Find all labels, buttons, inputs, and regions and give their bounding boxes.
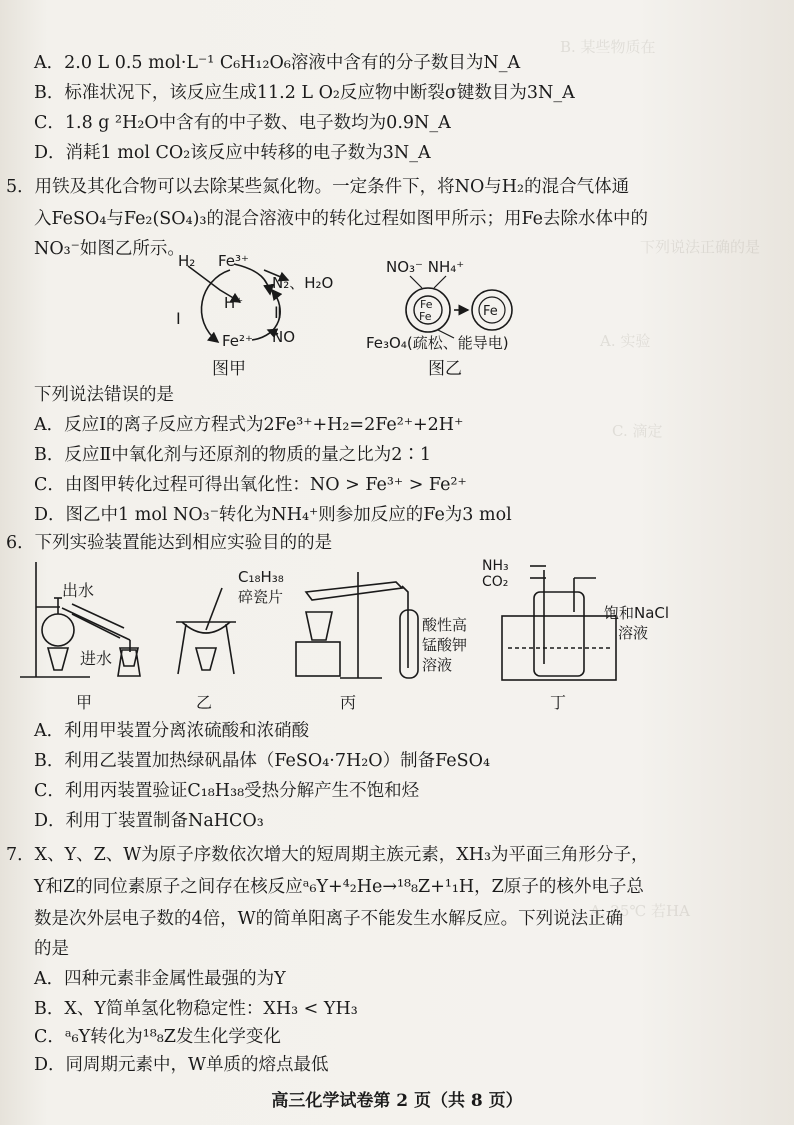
q5-stem-line1: 5．用铁及其化合物可以去除某些氮化物。一定条件下，将NO与H₂的混合气体通 [6,177,630,197]
caption-jia: 甲 [76,693,93,712]
q7-stem-line3: 数是次外层电子数的4倍，W的简单阳离子不能发生水解反应。下列说法正确 [34,909,624,929]
q5-stem-line2: 入FeSO₄与Fe₂(SO₄)₃的混合溶液中的转化过程如图甲所示；用Fe去除水体中的 [34,209,649,229]
q7-stem-line2: Y和Z的同位素原子之间存在核反应ᵃ₆Y+⁴₂He→¹⁸₈Z+¹₁H，Z原子的核外电子总 [34,877,644,897]
label-co2: CO₂ [482,574,509,590]
label-nacl-2: 溶液 [618,624,649,642]
q7-option-a: A．四种元素非金属性最强的为Y [34,969,286,989]
fig-jia-roman-1: Ⅰ [176,309,181,328]
label-in-water: 进水 [80,649,113,668]
q4-option-a: A．2.0 L 0.5 mol·L⁻¹ C₆H₁₂O₆溶液中含有的分子数目为N_A [34,53,521,73]
q4-option-c: C．1.8 g ²H₂O中含有的中子数、电子数均为0.9N_A [34,113,451,133]
fig-yi-caption: 图乙 [428,359,462,379]
q5-stem-line3: NO₃⁻如图乙所示。 [34,239,185,259]
q6-option-d: D．利用丁装置制备NaHCO₃ [34,811,264,831]
q6-apparatus-figure [10,552,710,722]
fig-jia-fe2: Fe²⁺ [222,332,253,350]
label-c18h38: C₁₈H₃₈ [238,568,284,586]
caption-yi: 乙 [196,693,213,712]
figure-yi-iron-diagram [364,250,554,360]
label-kmno4-3: 溶液 [422,656,453,674]
fig-yi-fe-outer: Fe [420,298,433,311]
q5-option-d: D．图乙中1 mol NO₃⁻转化为NH₄⁺则参加反应的Fe为3 mol [34,505,512,525]
q4-option-d: D．消耗1 mol CO₂该反应中转移的电子数为3N_A [34,143,431,163]
q7-option-d: D．同周期元素中，W单质的熔点最低 [34,1055,329,1075]
fig-jia-products: N₂、H₂O [272,274,334,292]
fig-yi-label: Fe₃O₄(疏松、能导电) [366,334,509,352]
q5-option-c: C．由图甲转化过程可得出氧化性：NO > Fe³⁺ > Fe²⁺ [34,475,467,495]
fig-jia-fe3: Fe³⁺ [218,252,249,270]
fig-yi-fe-inner: Fe [419,310,432,323]
fig-yi-ions: NO₃⁻ NH₄⁺ [386,258,465,276]
fig-jia-hplus: H⁺ [224,294,244,312]
caption-ding: 丁 [550,693,567,712]
q6-option-a: A．利用甲装置分离浓硫酸和浓硝酸 [34,721,310,741]
q7-option-b: B．X、Y简单氢化物稳定性：XH₃ < YH₃ [34,999,358,1019]
label-kmno4-1: 酸性高 [422,616,468,634]
q5-question: 下列说法错误的是 [34,385,174,405]
fig-yi-fe-right: Fe [483,304,498,319]
q7-stem-line4: 的是 [34,939,69,959]
q5-option-b: B．反应Ⅱ中氧化剂与还原剂的物质的量之比为2∶1 [34,445,432,465]
label-porcelain: 碎瓷片 [238,588,284,606]
label-nacl-1: 饱和NaCl [604,604,670,622]
caption-bing: 丙 [340,693,357,712]
q5-option-a: A．反应Ⅰ的离子反应方程式为2Fe³⁺+H₂=2Fe²⁺+2H⁺ [34,415,464,435]
label-nh3: NH₃ [482,558,509,574]
q4-option-b: B．标准状况下，该反应生成11.2 L O₂反应物中断裂σ键数目为3N_A [34,83,575,103]
fig-jia-no: NO [272,328,296,346]
label-kmno4-2: 锰酸钾 [422,636,468,654]
q7-stem-line1: 7．X、Y、Z、W为原子序数依次增大的短周期主族元素，XH₃为平面三角形分子， [6,845,649,865]
fig-jia-roman-2: Ⅱ [274,303,282,322]
label-out-water: 出水 [62,581,95,600]
figure-jia-cycle-diagram [160,250,350,360]
q7-option-c: C．ᵃ₆Y转化为¹⁸₈Z发生化学变化 [34,1027,281,1047]
fig-jia-h2: H₂ [178,252,196,270]
page-footer: 高三化学试卷第 2 页（共 8 页） [271,1091,523,1111]
fig-jia-caption: 图甲 [212,359,246,379]
q6-option-c: C．利用丙装置验证C₁₈H₃₈受热分解产生不饱和烃 [34,781,420,801]
q6-option-b: B．利用乙装置加热绿矾晶体（FeSO₄·7H₂O）制备FeSO₄ [34,751,490,771]
q6-stem: 6．下列实验装置能达到相应实验目的的是 [6,533,333,553]
